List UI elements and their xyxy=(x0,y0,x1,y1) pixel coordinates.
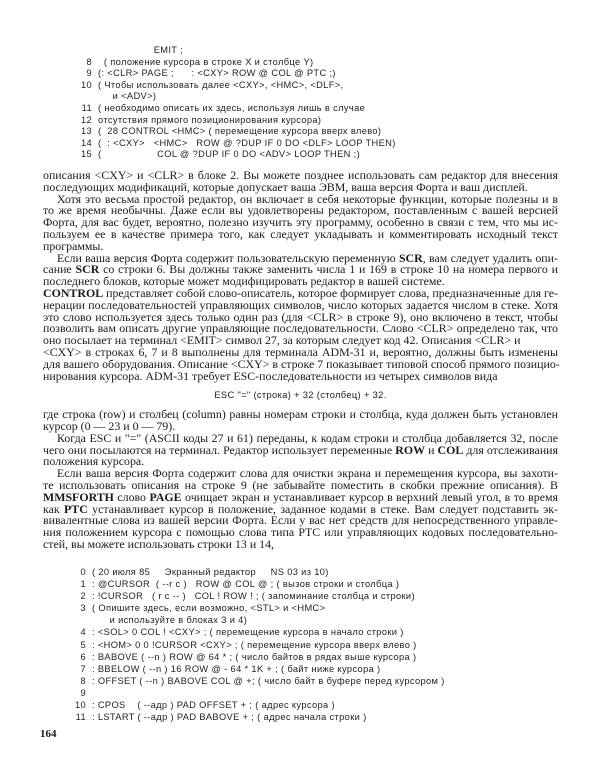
code-line-text: ( : <CXY> <HMC> ROW @ ?DUP IF 0 DO <DLF> LOOP THEN) xyxy=(98,137,396,148)
bold-term: SCR xyxy=(75,262,100,277)
paragraph xyxy=(43,409,558,433)
code-line xyxy=(76,57,396,69)
text-run: Если ваша версия Форта содержит слова для очистки экрана и перемещения курсора, вы захоти- xyxy=(57,466,558,481)
code-line-number: 3 xyxy=(80,603,86,614)
paragraph xyxy=(43,285,560,383)
text-run: слово xyxy=(113,489,150,504)
text-run: последующих модификаций, которые допускает ваша ЭВМ, ваша версия Форта и ваш дисплей. xyxy=(43,179,528,194)
code-line-text: ( Чтобы использовать далее <CXY>, <HMC>, <DLF>, xyxy=(98,79,344,90)
text-run: где строка (row) и столбец (column) равны номерам строки и столбца, куда должен быть установлен xyxy=(43,407,558,422)
code-line-number: 15 xyxy=(80,149,92,160)
code-line-text: : LSTART ( --адр ) PAD BABOVE + ; ( адрес начала строки ) xyxy=(92,712,367,723)
code-line-text: отсутствия прямого позиционирования курсора) xyxy=(98,114,322,125)
code-line-text: : BABOVE ( --n ) ROW @ 64 * ; ( число байтов в рядах выше курсора ) xyxy=(92,651,417,662)
code-line xyxy=(76,138,396,150)
code-line-text: : CPOS ( --адр ) PAD OFFSET + ; ( адрес курсора ) xyxy=(92,700,335,711)
code-line xyxy=(70,639,445,651)
code-line-number: 8 xyxy=(80,675,86,686)
page-number: 164 xyxy=(40,728,57,740)
code-line-text: (: <CLR> PAGE ; : <CXY> ROW @ COL @ PTC ;) xyxy=(98,68,336,79)
paragraph xyxy=(43,170,558,194)
text-run: как xyxy=(43,501,65,516)
paragraph xyxy=(43,468,558,551)
text-run: <CXY> в строках 6, 7 и 8 выполнены для терминала ADM-31 и, вероятно, должны быть изменены xyxy=(43,344,558,359)
text-run: , вам следует удалить опи- xyxy=(422,250,558,265)
code-line xyxy=(76,149,396,161)
text-line xyxy=(43,536,558,551)
text-run: для отслеживания xyxy=(463,442,559,457)
code-line-number: 4 xyxy=(80,627,86,638)
code-line-text: : !CURSOR ( r c -- ) COL ! ROW ! ; ( запоминание столбца и строки) xyxy=(92,591,415,602)
code-line-text: : <HOM> 0 0 !CURSOR <CXY> ; ( перемещение курсора вверх влево ) xyxy=(92,639,417,650)
text-run: нирования курсора. ADM-31 требует ESC-последовательности из четырех символов вида xyxy=(43,368,498,383)
code-line-number: 5 xyxy=(80,639,86,650)
bold-term: COL xyxy=(437,442,464,457)
code-line xyxy=(76,45,396,57)
bold-term: SCR xyxy=(398,250,423,265)
text-run: то же время необычны. Даже если вы удовлетворены редактором, поставленным с вашей версией xyxy=(43,203,558,218)
code-line-text: ( 20 июля 85 Экранный редактор NS 03 из 10) xyxy=(92,567,329,577)
code-line-number: 14 xyxy=(80,137,92,148)
text-run: вивалентные слова из вашей версии Форта. Если у вас нет средств для непосредственного управле- xyxy=(43,513,558,528)
text-run: те использовать описания на строке 9 (не забывайте поместить в скобки прежние описания). В xyxy=(43,477,558,492)
code-line-number: 8 xyxy=(86,56,92,67)
code-line-number: 7 xyxy=(80,663,86,674)
code-line-number: 1 xyxy=(80,579,86,590)
code-line-number: 11 xyxy=(81,102,92,113)
text-run: ния положением курсора с помощью слова типа PTC или управляющих кодовых последовательно- xyxy=(43,525,558,540)
code-line xyxy=(76,91,396,103)
code-line xyxy=(76,126,396,138)
text-line xyxy=(43,226,558,241)
code-line xyxy=(76,115,396,127)
text-run: сание xyxy=(43,262,76,277)
code-line xyxy=(70,711,445,723)
code-line-number: 10 xyxy=(80,79,92,90)
code-line-text: и <ADV>) xyxy=(98,91,157,102)
code-line-number: 9 xyxy=(86,68,92,79)
code-line-number: 2 xyxy=(80,591,86,602)
code-line-number: 11 xyxy=(75,712,86,723)
text-run: Когда ESC и "=" (ASCII коды 27 и 61) переданы, к кодам строки и столбца добавляется 32, после xyxy=(57,430,558,445)
code-line xyxy=(70,614,445,626)
bold-term: CONTROL xyxy=(43,285,104,300)
bold-term: PTC xyxy=(64,501,88,516)
bold-term: MMSFORTH xyxy=(43,489,114,504)
text-run: чего они посылаются на терминал. Редактор использует переменные xyxy=(43,442,396,457)
code-line xyxy=(70,651,445,663)
code-line xyxy=(70,663,445,675)
code-line xyxy=(70,687,445,699)
text-run: Если ваша версия Форта содержит пользовательскую переменную xyxy=(57,250,399,265)
code-line xyxy=(70,602,445,614)
code-line-text: ( необходимо описать их здесь, используя лишь в случае xyxy=(98,102,366,113)
text-run: стей, вы можете использовать строки 13 и 14, xyxy=(43,536,275,551)
code-line xyxy=(70,699,445,711)
text-run: для вашего оборудования. Описание <CXY> в строке 7 показывает типовой способ прямого позицио- xyxy=(43,356,560,371)
text-run: пользуем ее в качестве примера того, как следует укладывать и комментировать исходный текст xyxy=(43,226,558,241)
code-line xyxy=(76,103,396,115)
code-line-text: ( COL @ ?DUP IF 0 DO <ADV> LOOP THEN ;) xyxy=(98,149,361,160)
code-line xyxy=(70,626,445,638)
code-line-number: 6 xyxy=(80,651,86,662)
text-run: со строки 6. Вы должны также заменить числа 1 и 169 в строке 10 на номера первого и xyxy=(99,262,558,277)
code-line-number: 10 xyxy=(74,700,86,711)
code-line xyxy=(70,566,445,578)
code-line-number: 0 xyxy=(80,567,86,577)
bold-term: PAGE xyxy=(149,489,182,504)
code-line-number: 12 xyxy=(80,114,92,125)
code-listing-top xyxy=(76,45,396,161)
paragraph xyxy=(43,430,559,469)
paragraph xyxy=(43,191,558,253)
code-line xyxy=(76,80,396,92)
text-run: последнего блоков, которые может модифицировать редактор в вашей системе. xyxy=(43,274,445,289)
code-line-number: 9 xyxy=(80,687,86,698)
text-run: оно посылает на терминал <EMIT> символ 27, за которым следует код 42. Описания <CLR> и xyxy=(43,333,521,348)
text-run: позволить вам описать другие управляющие последовательности. Слово <CLR> определено так, что xyxy=(43,321,558,336)
code-line-text: ( Опишите здесь, если возможно, <STL> и <HMC> xyxy=(92,603,326,614)
code-line xyxy=(70,675,445,687)
code-line-text: : BBELOW ( --n ) 16 ROW @ - 64 * 1K + ; ( байт ниже курсора ) xyxy=(92,663,381,674)
code-line-text: : OFFSET ( --n ) BABOVE COL @ +; ( число байт в буфере перед курсором ) xyxy=(92,675,445,686)
code-line-text: : @CURSOR ( --r c ) ROW @ COL @ ; ( вызов строки и столбца ) xyxy=(92,579,400,590)
text-run: Форта, для вас будет, вероятно, полезно изучить эту программу, особенно в связи с тем, что мы ис- xyxy=(43,215,558,230)
text-run: нерации последовательностей управляющих символов, число которых задается числом в стеке. Хотя xyxy=(43,297,558,312)
text-run: очищает экран и устанавливает курсор в верхний левый угол, в то время xyxy=(181,489,558,504)
bold-term: ROW xyxy=(395,442,426,457)
text-run: положения курсора. xyxy=(43,454,145,469)
code-line-number: 13 xyxy=(80,126,92,137)
text-run: программы. xyxy=(43,238,104,253)
text-run: Хотя это весьма простой редактор, он включает в себя некоторые функции, которые полезны и в xyxy=(57,191,558,206)
code-listing-screen-editor xyxy=(70,566,445,723)
text-run: представляет собой слово-описатель, которое формирует слова, предназначенные для ге- xyxy=(103,285,558,300)
code-line-text: ( 28 CONTROL <HMC> ( перемещение курсора вверх влево) xyxy=(98,126,382,137)
text-run: и xyxy=(425,442,438,457)
code-line xyxy=(76,68,396,80)
text-line xyxy=(43,368,558,383)
text-run: курсор (0 — 23 и 0 — 79). xyxy=(43,418,176,433)
code-line-text: EMIT ; xyxy=(98,45,184,55)
text-run: это слово используется здесь только один раз (для <CLR> в строке 9), оно включено в текст, чтобы xyxy=(43,309,558,324)
formula: ESC "=" (строка) + 32 (столбец) + 32. xyxy=(214,390,387,401)
code-line-text: : <SOL> 0 COL ! <CXY> ; ( перемещение курсора в начало строки ) xyxy=(92,627,404,638)
code-line xyxy=(70,590,445,602)
code-line-text: и используйте в блоках 3 и 4) xyxy=(92,615,248,626)
code-line-text: ( положение курсора в строке X и столбце Y) xyxy=(98,56,314,67)
code-line xyxy=(70,578,445,590)
paragraph xyxy=(43,250,558,289)
text-run: устанавливает курсор в положение, заданное кодами в стеке. Вам следует подставить эк- xyxy=(87,501,559,516)
body-text xyxy=(43,170,558,551)
text-run: описания <CXY> и <CLR> в блоке 2. Вы можете позднее использовать сам редактор для внесения xyxy=(43,168,558,182)
